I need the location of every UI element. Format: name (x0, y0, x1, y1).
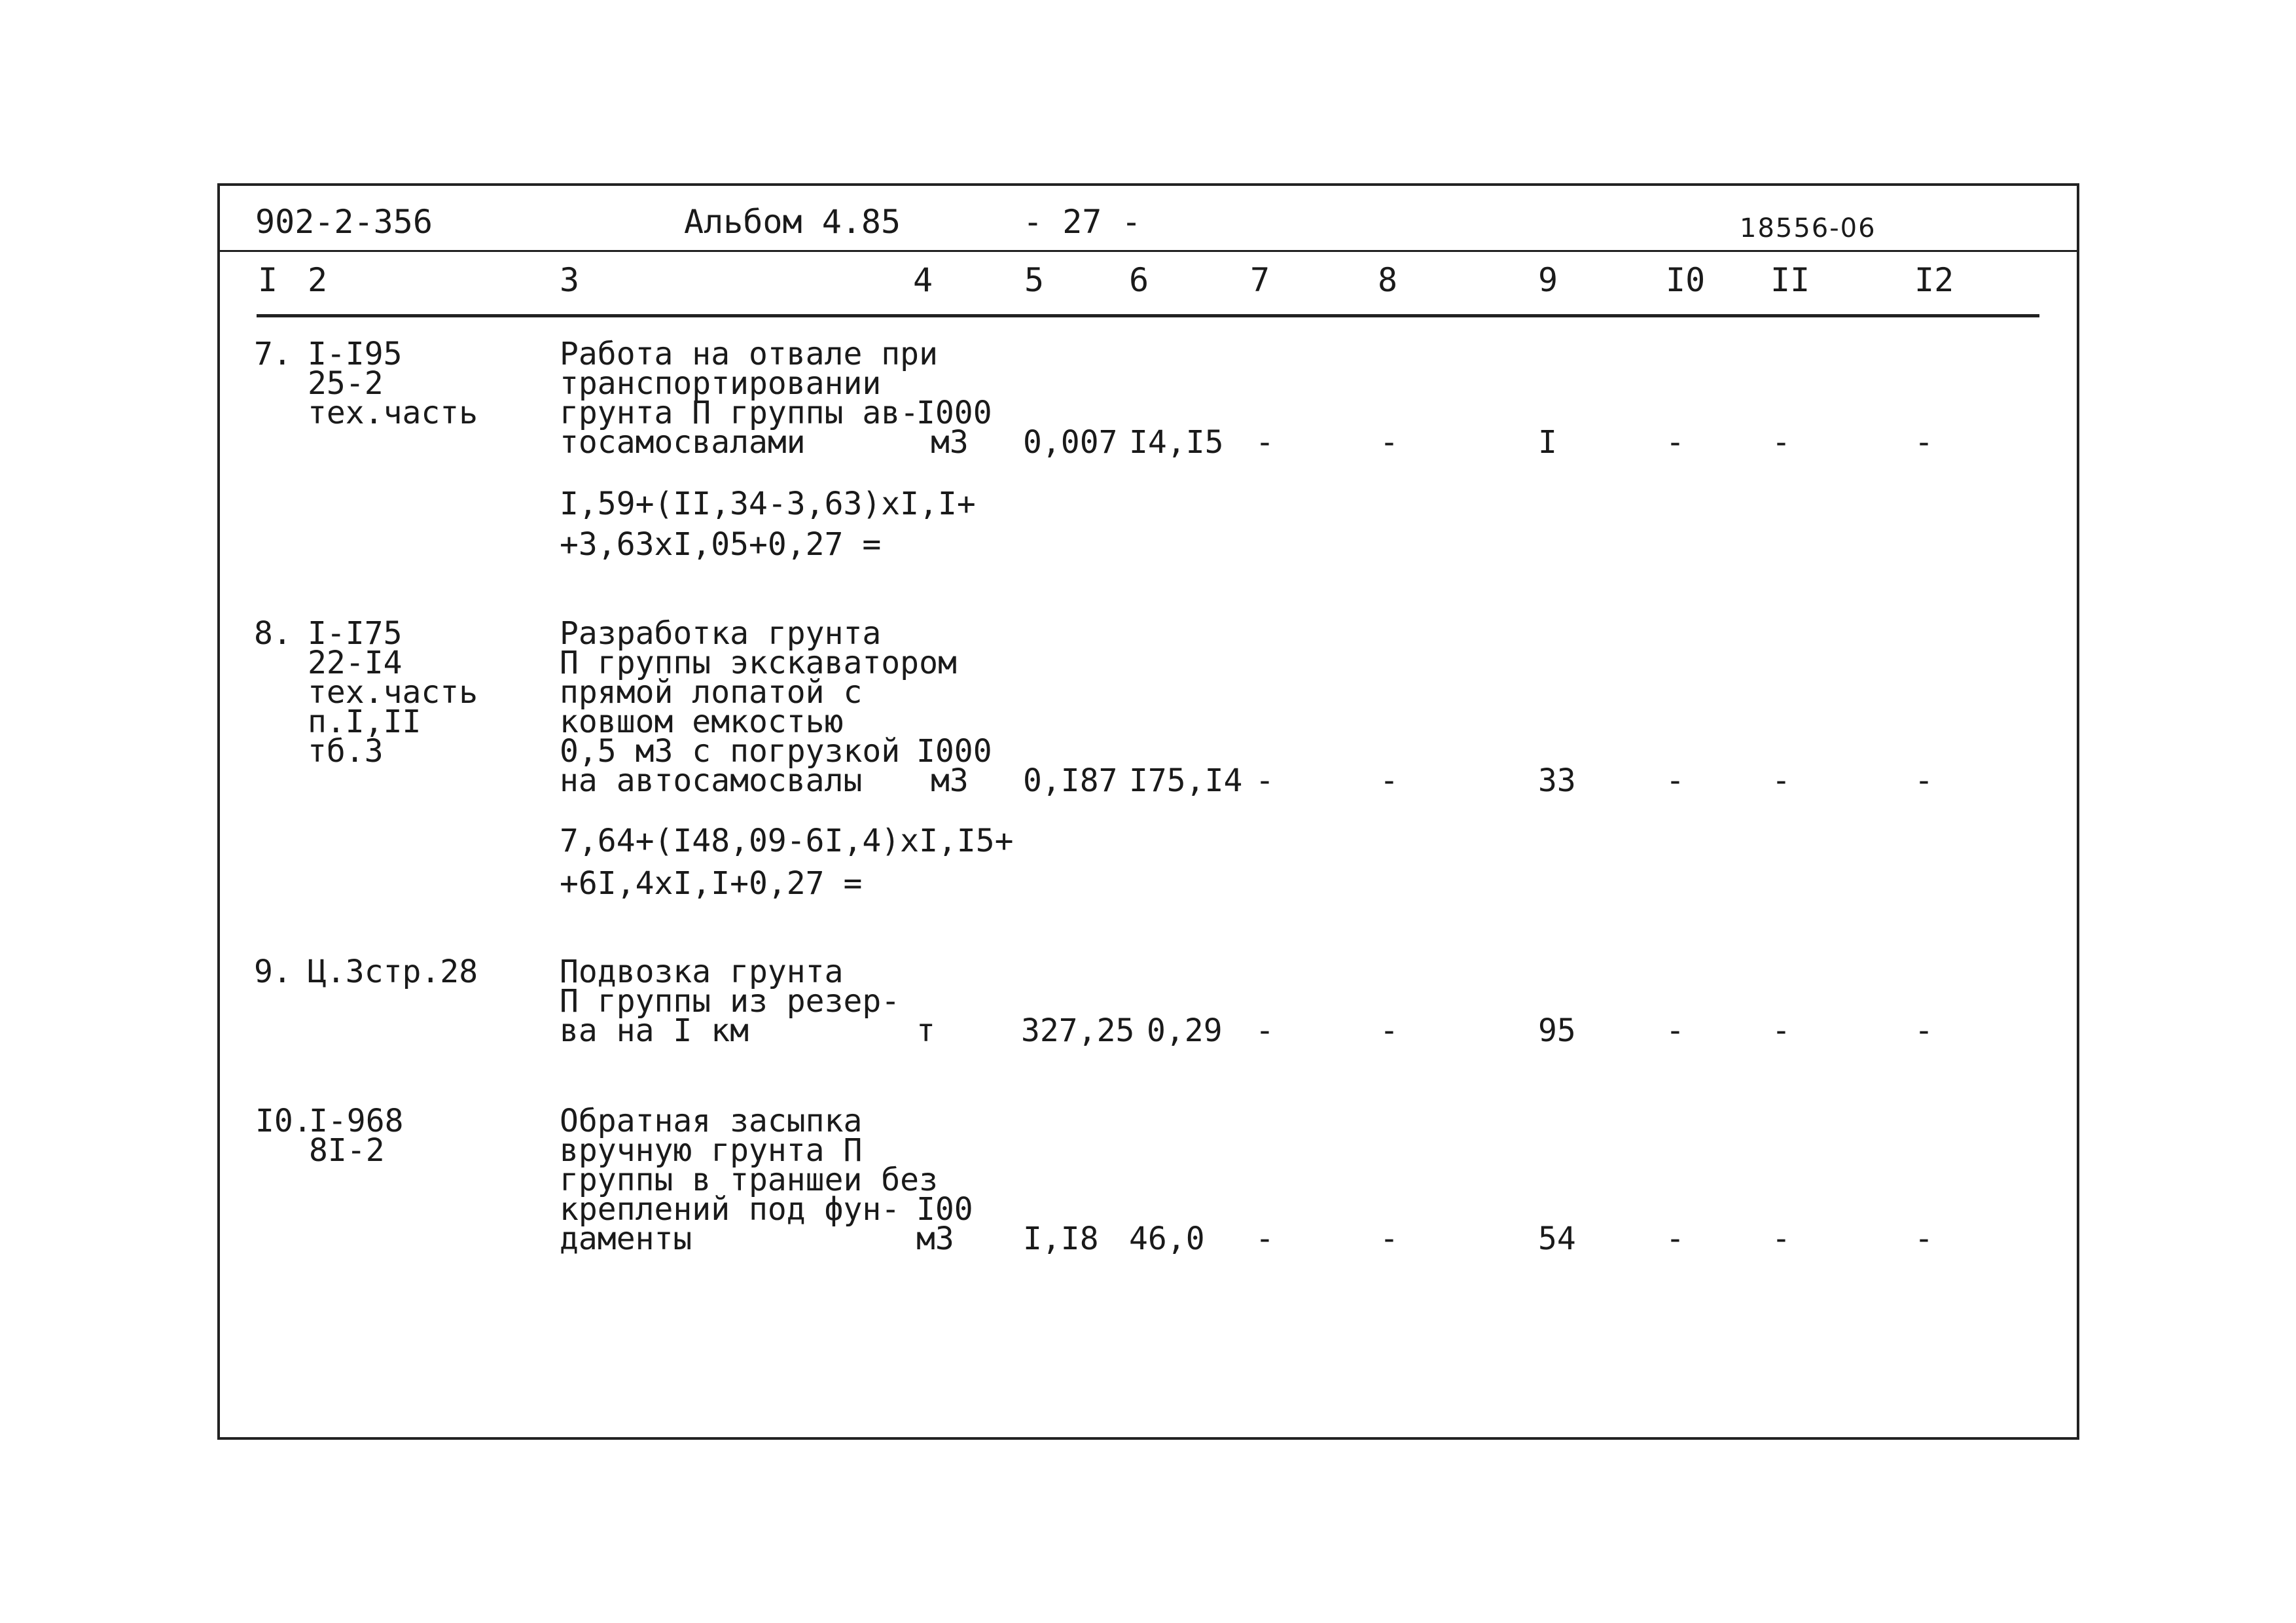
cell-col9: 33 (1538, 762, 1576, 799)
work-description: Обратная засыпка (560, 1103, 863, 1139)
column-number: 4 (913, 261, 933, 299)
cell-col11: - (1772, 424, 1791, 461)
unit: I000 (916, 395, 992, 431)
work-description: грунта П группы ав- (560, 395, 920, 431)
row-number: 7. (254, 336, 292, 372)
quantity: 0,I87 (1023, 762, 1118, 799)
cell-col10: - (1666, 762, 1685, 799)
work-description: П группы экскаватором (560, 645, 957, 681)
norm-reference: 25-2 (308, 365, 384, 402)
work-description: ковшом емкостью (560, 704, 844, 740)
cell-col11: - (1772, 762, 1791, 799)
cell-col10: - (1666, 1012, 1685, 1049)
norm-reference: тех.часть (308, 674, 478, 711)
unit-price: 46,0 (1129, 1221, 1205, 1257)
work-description: 0,5 м3 с погрузкой (560, 733, 901, 770)
work-description: креплений под фун- (560, 1191, 901, 1228)
column-number: I0 (1666, 261, 1706, 299)
cell-col12: - (1914, 762, 1933, 799)
page-number: - 27 - (1023, 203, 1141, 241)
norm-reference: Ц.3стр.28 (308, 954, 478, 990)
unit: I000 (916, 733, 992, 770)
doc-number: 18556-06 (1740, 213, 1876, 243)
column-number: I (258, 261, 278, 299)
work-description: на автосамосвалы (560, 762, 863, 799)
cell-col8: - (1380, 1012, 1399, 1049)
work-description: тосамосвалами (560, 424, 806, 461)
quantity: 0,007 (1023, 424, 1118, 461)
column-header-divider (257, 314, 2039, 317)
norm-reference: I-968 (309, 1103, 404, 1139)
norm-reference: I-I75 (308, 615, 403, 652)
cell-col8: - (1380, 762, 1399, 799)
cell-col7: - (1255, 762, 1274, 799)
cell-col12: - (1914, 424, 1933, 461)
row-number: 8. (254, 615, 292, 652)
cell-col7: - (1255, 1012, 1274, 1049)
cell-col11: - (1772, 1221, 1791, 1257)
cost-formula: +3,63xI,05+0,27 = (560, 526, 882, 563)
cell-col10: - (1666, 424, 1685, 461)
norm-reference: п.I,II (308, 704, 422, 740)
work-description: Подвозка грунта (560, 954, 844, 990)
norm-reference: тех.часть (308, 395, 478, 431)
norm-reference: 8I-2 (309, 1132, 385, 1169)
cell-col8: - (1380, 424, 1399, 461)
unit: м3 (931, 762, 969, 799)
cell-col9: I (1538, 424, 1557, 461)
document-code: 902-2-356 (255, 203, 433, 241)
work-description: прямой лопатой с (560, 674, 863, 711)
unit-price: I75,I4 (1129, 762, 1243, 799)
column-number: 9 (1538, 261, 1558, 299)
cost-formula: I,59+(II,34-3,63)xI,I+ (560, 486, 976, 522)
norm-reference: I-I95 (308, 336, 403, 372)
column-number: 8 (1378, 261, 1398, 299)
column-number: 3 (560, 261, 580, 299)
unit: м3 (931, 424, 969, 461)
column-number: 7 (1250, 261, 1270, 299)
unit: т (916, 1012, 935, 1049)
cell-col7: - (1255, 424, 1274, 461)
work-description: вручную грунта П (560, 1132, 863, 1169)
unit-price: I4,I5 (1129, 424, 1224, 461)
cell-col12: - (1914, 1012, 1933, 1049)
work-description: даменты (560, 1221, 692, 1257)
column-number: II (1770, 261, 1810, 299)
row-number: 9. (254, 954, 292, 990)
unit: I00 (916, 1191, 973, 1228)
column-number: 6 (1129, 261, 1149, 299)
column-number: I2 (1914, 261, 1954, 299)
quantity: I,I8 (1023, 1221, 1099, 1257)
work-description: ва на I км (560, 1012, 749, 1049)
work-description: П группы из резер- (560, 983, 901, 1020)
norm-reference: тб.3 (308, 733, 384, 770)
unit-price: 0,29 (1147, 1012, 1223, 1049)
cost-formula: 7,64+(I48,09-6I,4)xI,I5+ (560, 823, 1014, 859)
cost-formula: +6I,4xI,I+0,27 = (560, 865, 863, 902)
row-number: I0. (255, 1103, 312, 1139)
header-divider (220, 250, 2077, 252)
cell-col11: - (1772, 1012, 1791, 1049)
work-description: транспортировании (560, 365, 882, 402)
column-number: 5 (1024, 261, 1045, 299)
album-label: Альбом 4.85 (684, 203, 901, 241)
cell-col7: - (1255, 1221, 1274, 1257)
column-number: 2 (308, 261, 328, 299)
work-description: Разработка грунта (560, 615, 882, 652)
cell-col9: 95 (1538, 1012, 1576, 1049)
unit: м3 (916, 1221, 954, 1257)
norm-reference: 22-I4 (308, 645, 403, 681)
cell-col8: - (1380, 1221, 1399, 1257)
cell-col12: - (1914, 1221, 1933, 1257)
work-description: Работа на отвале при (560, 336, 938, 372)
quantity: 327,25 (1021, 1012, 1135, 1049)
cell-col10: - (1666, 1221, 1685, 1257)
work-description: группы в траншеи без (560, 1162, 938, 1198)
cell-col9: 54 (1538, 1221, 1576, 1257)
